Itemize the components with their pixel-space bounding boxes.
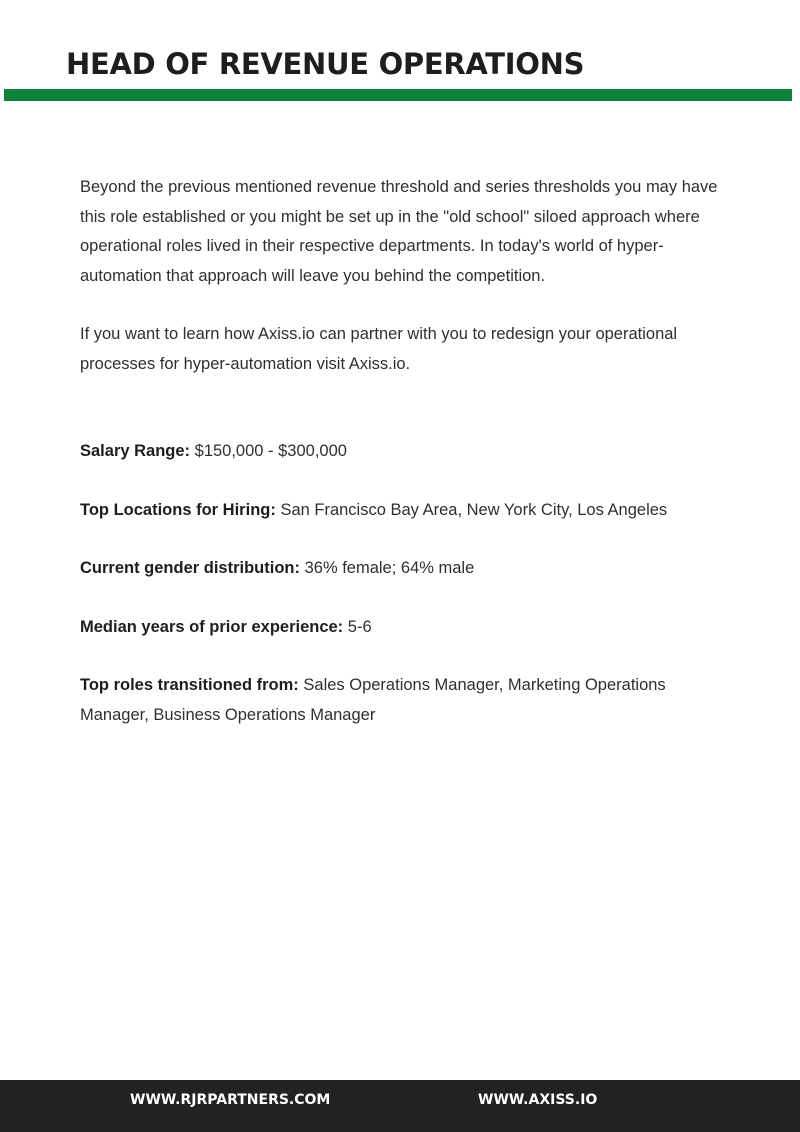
stat-top-locations bbox=[80, 496, 720, 526]
cta-paragraph: If you want to learn how Axiss.io can partner with you to redesign your operational processes for hyper-automation visit Axiss.io. bbox=[80, 325, 678, 373]
stat-median-experience bbox=[80, 613, 720, 643]
footer-link-axiss[interactable]: WWW.AXISS.IO bbox=[478, 1092, 598, 1108]
stat-label: Current gender distribution: bbox=[80, 559, 300, 577]
title-divider bbox=[4, 89, 792, 101]
stat-value: 36% female; 64% male bbox=[304, 559, 475, 577]
footer-bar bbox=[0, 1080, 800, 1132]
stat-label: Median years of prior experience: bbox=[80, 617, 344, 636]
stat-label: Top roles transitioned from: bbox=[80, 676, 299, 694]
stat-label: Salary Range: bbox=[80, 442, 191, 460]
footer-link-rjrpartners[interactable]: WWW.RJRPARTNERS.COM bbox=[130, 1092, 331, 1108]
stat-value: Sales Operations Manager, Marketing Operations Manager, Business Operations Manager bbox=[80, 676, 666, 724]
stat-salary-range bbox=[80, 437, 720, 467]
stat-value: San Francisco Bay Area, New York City, Los Angeles bbox=[280, 500, 668, 519]
stat-value: $150,000 - $300,000 bbox=[194, 442, 347, 460]
main-content bbox=[80, 173, 720, 759]
page-title: HEAD OF REVENUE OPERATIONS bbox=[66, 47, 585, 81]
stat-label: Top Locations for Hiring: bbox=[80, 500, 276, 519]
stat-value: 5-6 bbox=[347, 617, 372, 636]
stat-top-roles bbox=[80, 671, 720, 730]
stat-gender-distribution bbox=[80, 554, 720, 584]
intro-paragraph: Beyond the previous mentioned revenue threshold and series thresholds you may have this role established or you might be set up in the "old school" siloed approach where operational roles lived in their respective departments. In today's world of hyper-automation that approach will leave you behind the competition. bbox=[80, 178, 718, 285]
